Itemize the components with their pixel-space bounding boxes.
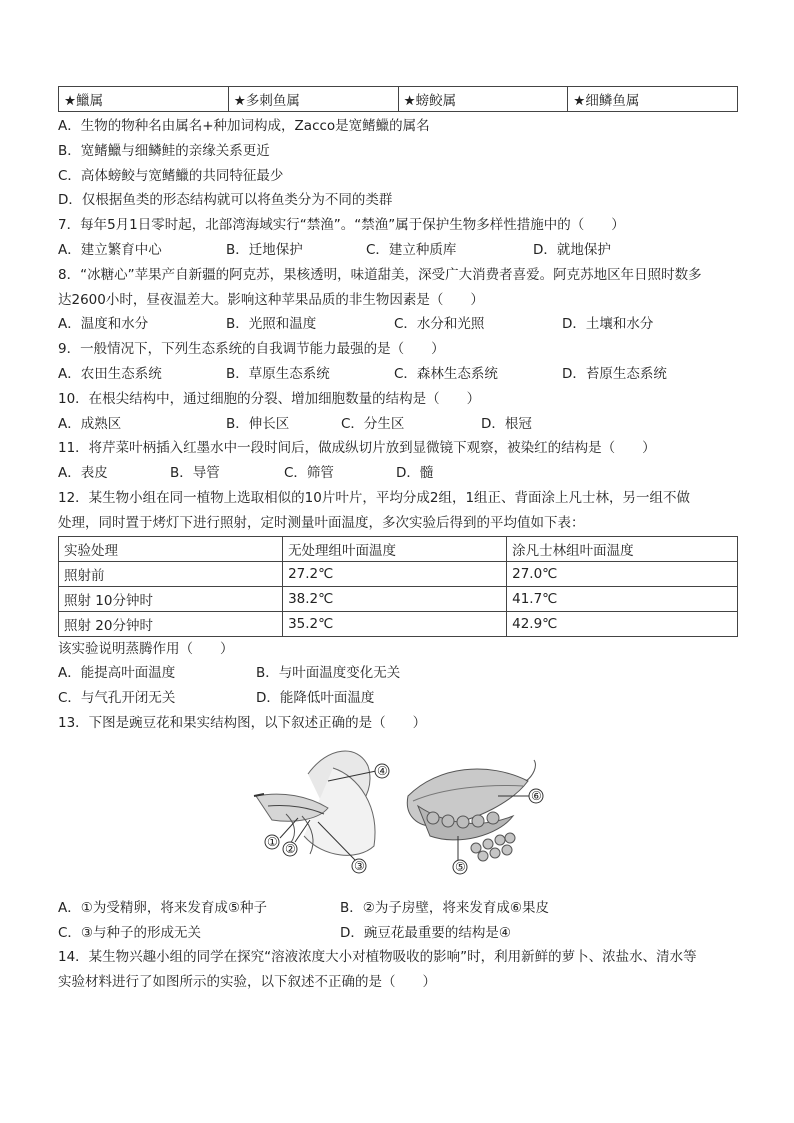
table-row bbox=[59, 611, 738, 636]
label-2: ② bbox=[285, 841, 296, 856]
option-d: D．根冠 bbox=[481, 415, 532, 432]
option-c: C．分生区 bbox=[341, 415, 405, 432]
table-cell: 照射 10分钟时 bbox=[59, 586, 283, 611]
q9-options bbox=[58, 362, 738, 387]
option-b: B．导管 bbox=[170, 465, 220, 482]
q8-options bbox=[58, 312, 738, 337]
table-header-cell: 无处理组叶面温度 bbox=[283, 536, 507, 561]
table-cell: 27.2℃ bbox=[283, 561, 507, 586]
q7-stem: 7．每年5月1日零时起，北部湾海域实行“禁渔”。“禁渔”属于保护生物多样性措施中的（ ） bbox=[58, 217, 625, 234]
label-1: ① bbox=[267, 834, 278, 849]
pea-diagram bbox=[58, 736, 738, 896]
q14-stem-line1: 14．某生物兴趣小组的同学在探究“溶液浓度大小对植物吸收的影响”时，利用新鲜的萝卜、浓盐水、清水等 bbox=[58, 949, 697, 966]
option-c: C．筛管 bbox=[284, 465, 334, 482]
q8-stem-line2: 达2600小时，昼夜温差大。影响这种苹果品质的非生物因素是（ ） bbox=[58, 291, 484, 308]
q13-options-row2 bbox=[58, 921, 738, 946]
q10-options bbox=[58, 412, 738, 437]
q6-option-c: C．高体螃鲛与宽鳍鱲的共同特征最少 bbox=[58, 167, 284, 184]
table-cell: 照射 20分钟时 bbox=[59, 611, 283, 636]
option-d: D．就地保护 bbox=[533, 241, 611, 258]
option-a: A．农田生态系统 bbox=[58, 365, 162, 382]
table-row bbox=[59, 561, 738, 586]
table-header-row bbox=[59, 536, 738, 561]
option-a: A．能提高叶面温度 bbox=[58, 665, 176, 682]
option-c: C．与气孔开闭无关 bbox=[58, 690, 176, 707]
table-cell: ★细鳞鱼属 bbox=[568, 87, 738, 112]
table-cell: 42.9℃ bbox=[507, 611, 738, 636]
q9-stem: 9．一般情况下，下列生态系统的自我调节能力最强的是（ ） bbox=[58, 341, 445, 358]
option-a: A．表皮 bbox=[58, 465, 108, 482]
genus-table bbox=[58, 86, 738, 112]
q11-options bbox=[58, 461, 738, 486]
table-row bbox=[59, 87, 738, 112]
option-b: B．与叶面温度变化无关 bbox=[256, 665, 401, 682]
q6-option-b: B．宽鳍鱲与细鳞鲑的亲缘关系更近 bbox=[58, 142, 270, 159]
q10-stem: 10．在根尖结构中，通过细胞的分裂、增加细胞数量的结构是（ ） bbox=[58, 390, 481, 407]
option-a: A．①为受精卵，将来发育成⑤种子 bbox=[58, 899, 267, 916]
label-6: ⑥ bbox=[531, 788, 542, 803]
option-a: A．建立繁育中心 bbox=[58, 241, 162, 258]
table-header-cell: 涂凡士林组叶面温度 bbox=[507, 536, 738, 561]
table-header-cell: 实验处理 bbox=[59, 536, 283, 561]
pea-flower-fruit-figure bbox=[58, 736, 738, 896]
option-b: B．②为子房壁，将来发育成⑥果皮 bbox=[340, 899, 549, 916]
option-c: C．③与种子的形成无关 bbox=[58, 924, 202, 941]
option-d: D．土壤和水分 bbox=[562, 316, 654, 333]
option-c: C．森林生态系统 bbox=[394, 365, 498, 382]
table-row bbox=[59, 586, 738, 611]
q7-options bbox=[58, 238, 738, 263]
option-d: D．髓 bbox=[396, 465, 434, 482]
q11-stem: 11．将芹菜叶柄插入红墨水中一段时间后，做成纵切片放到显微镜下观察，被染红的结构是（ ） bbox=[58, 440, 656, 457]
label-4: ④ bbox=[377, 763, 388, 778]
q12-options-row1 bbox=[58, 661, 738, 686]
q14-stem-line2: 实验材料进行了如图所示的实验，以下叙述不正确的是（ ） bbox=[58, 974, 436, 991]
q6-option-a: A．生物的物种名由属名+种加词构成，Zacco是宽鳍鱲的属名 bbox=[58, 118, 430, 134]
label-3: ③ bbox=[354, 858, 365, 873]
q13-stem: 13．下图是豌豆花和果实结构图，以下叙述正确的是（ ） bbox=[58, 714, 427, 731]
table-cell: 35.2℃ bbox=[283, 611, 507, 636]
option-a: A．温度和水分 bbox=[58, 316, 149, 333]
q8-stem-line1: 8．“冰糖心”苹果产自新疆的阿克苏，果核透明，味道甜美，深受广大消费者喜爱。阿克苏地区年日照时数多 bbox=[58, 266, 702, 283]
exam-page bbox=[58, 86, 738, 995]
option-b: B．草原生态系统 bbox=[226, 365, 330, 382]
table-cell: ★多刺鱼属 bbox=[228, 87, 398, 112]
option-b: B．迁地保护 bbox=[226, 241, 303, 258]
q13-options-row1 bbox=[58, 896, 738, 921]
q6-option-d: D．仅根据鱼类的形态结构就可以将鱼类分为不同的类群 bbox=[58, 192, 393, 209]
option-b: B．光照和温度 bbox=[226, 316, 317, 333]
table-cell: 27.0℃ bbox=[507, 561, 738, 586]
option-b: B．伸长区 bbox=[226, 415, 290, 432]
label-5: ⑤ bbox=[455, 859, 466, 874]
q12-stem-line2: 处理，同时置于烤灯下进行照射，定时测量叶面温度，多次实验后得到的平均值如下表： bbox=[58, 514, 585, 531]
option-c: C．建立种质库 bbox=[366, 241, 457, 258]
option-a: A．成熟区 bbox=[58, 415, 122, 432]
table-cell: 41.7℃ bbox=[507, 586, 738, 611]
option-d: D．豌豆花最重要的结构是④ bbox=[340, 924, 511, 941]
temperature-table bbox=[58, 536, 738, 637]
pea-pod-illustration bbox=[407, 760, 535, 861]
table-cell: 照射前 bbox=[59, 561, 283, 586]
table-cell: 38.2℃ bbox=[283, 586, 507, 611]
option-d: D．苔原生态系统 bbox=[562, 365, 667, 382]
table-cell: ★螃鲛属 bbox=[398, 87, 568, 112]
q12-question: 该实验说明蒸腾作用（ ） bbox=[58, 640, 234, 657]
option-d: D．能降低叶面温度 bbox=[256, 690, 375, 707]
q12-stem-line1: 12．某生物小组在同一植物上选取相似的10片叶片，平均分成2组，1组正、背面涂上凡士林，另一组不做 bbox=[58, 489, 691, 506]
q12-options-row2 bbox=[58, 686, 738, 711]
table-cell: ★鱲属 bbox=[59, 87, 229, 112]
option-c: C．水分和光照 bbox=[394, 316, 485, 333]
